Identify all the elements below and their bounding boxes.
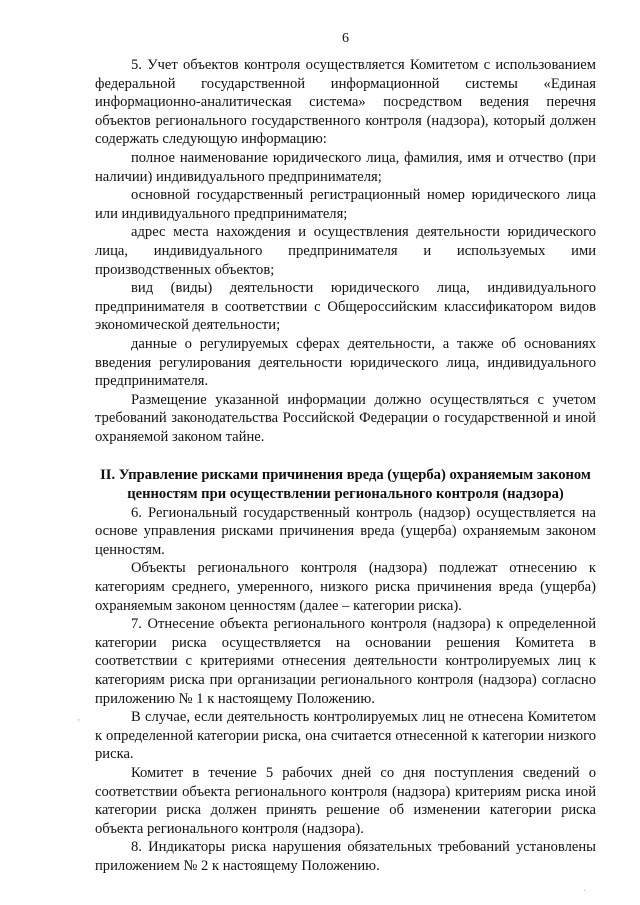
section-heading: II. Управление рисками причинения вреда (ущерба) охраняемым законом ценностям при осуществлении регионального контроля (надзора)	[100, 467, 591, 503]
paragraph-item-8: 8. Индикаторы риска нарушения обязательных требований установлены приложением № 2 к настоящему Положению.	[95, 839, 596, 874]
paragraph-regulated-areas: данные о регулируемых сферах деятельности, а также об основаниях введения регулирования деятельности юридического лица, индивидуального предпринимателя.	[95, 335, 596, 390]
paragraph-low-risk: В случае, если деятельность контролируемых лиц не отнесена Комитетом к определенной категории риска, она считается отнесенной к категории низкого риска.	[95, 709, 596, 763]
paragraph-item-5: 5. Учет объектов контроля осуществляется Комитетом с использованием федеральной государственной информационной системы «Единая информационно-аналитическая система» посредством ведения перечня объектов регионального государственного контроля (надзора), который должен содержать следующую информацию:	[95, 57, 596, 148]
paragraph-address: адрес места нахождения и осуществления деятельности юридического лица, индивидуального предпринимателя и используемых ими производственных объектов;	[95, 224, 596, 278]
paragraph-category-change: Комитет в течение 5 рабочих дней со дня поступления сведений о соответствии объекта регионального контроля (надзора) критериям риска иной категории риска должен принять решение об изменении категории риска объекта регионального контроля (надзора).	[95, 764, 596, 837]
paragraph-information-placement: Размещение указанной информации должно осуществляться с учетом требований законодательства Российской Федерации о государственной и иной охраняемой законом тайне.	[95, 391, 596, 445]
paragraph-full-name: полное наименование юридического лица, фамилия, имя и отчество (при наличии) индивидуального предпринимателя;	[95, 149, 596, 185]
document-page	[95, 30, 596, 876]
paragraph-registration-number: основной государственный регистрационный номер юридического лица или индивидуального предпринимателя;	[95, 187, 596, 222]
paragraph-item-7: 7. Отнесение объекта регионального контроля (надзора) к определенной категории риска осуществляется на основании решения Комитета в соответствии с критериями отнесения деятельности контролируемых лиц к категориям риска при организации регионального контроля (надзора) согласно приложению № 1 к настоящему Положению.	[95, 616, 596, 707]
paragraph-item-6: 6. Региональный государственный контроль (надзор) осуществляется на основе управления рисками причинения вреда (ущерба) охраняемым законом ценностям.	[95, 504, 596, 558]
page-number: 6	[342, 31, 349, 46]
scan-speck: ·	[583, 886, 587, 897]
paragraph-activity-type: вид (виды) деятельности юридического лица, индивидуального предпринимателя в соответствии с Общероссийским классификатором видов экономической деятельности;	[95, 280, 596, 334]
paragraph-risk-categories: Объекты регионального контроля (надзора) подлежат отнесению к категориям среднего, умеренного, низкого риска причинения вреда (ущерба) охраняемым законом ценностям (далее – категории риска).	[95, 560, 596, 614]
scan-speck: ‚	[77, 712, 81, 723]
